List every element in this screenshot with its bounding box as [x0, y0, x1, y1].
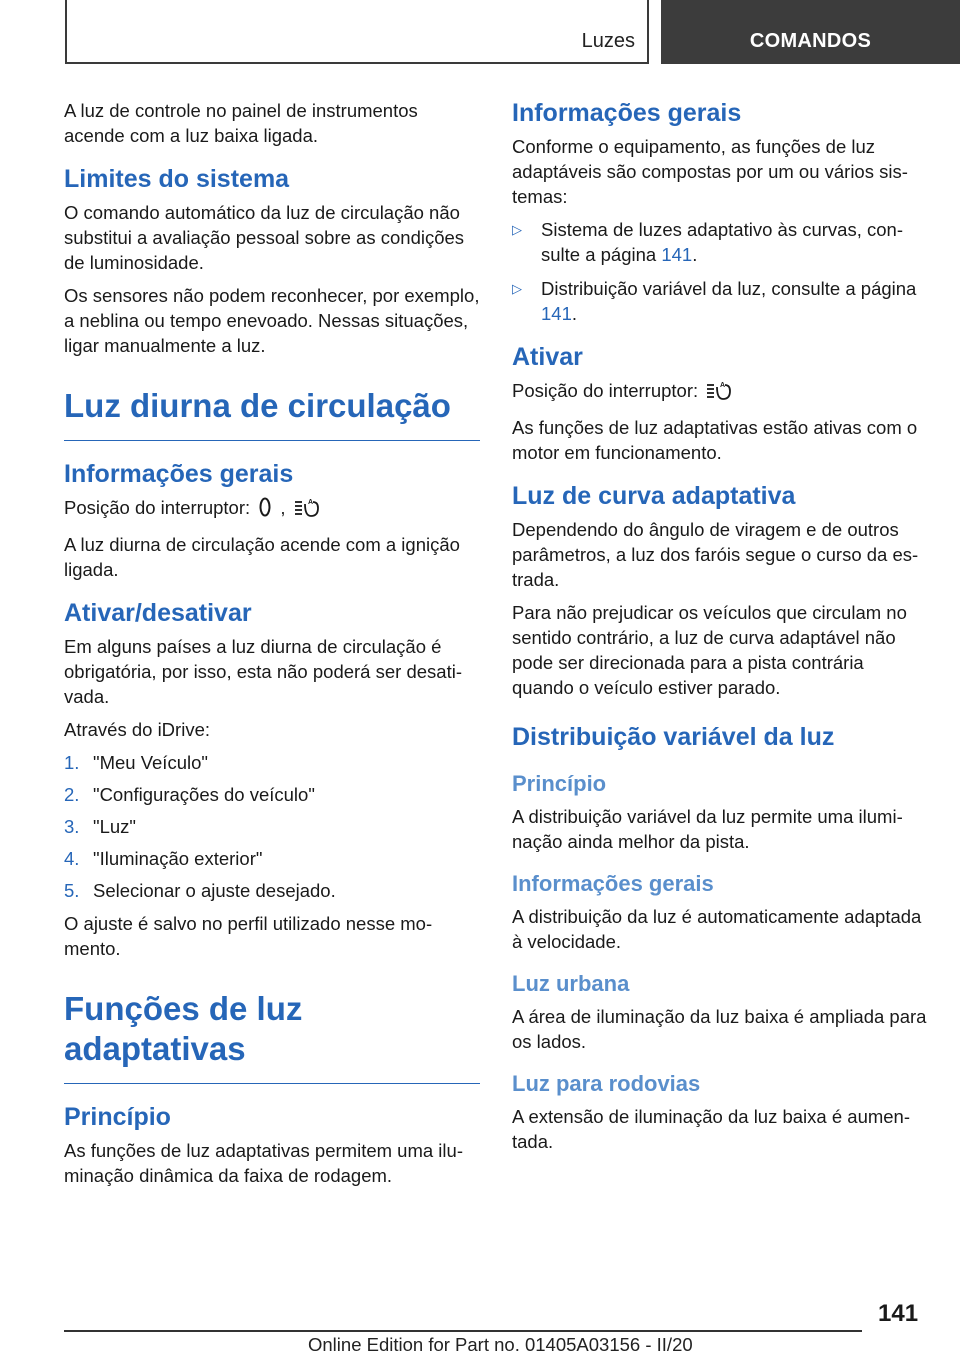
curve-heading: Luz de curva adaptativa	[512, 482, 796, 510]
principle-heading: Princípio	[64, 1103, 171, 1131]
step-number: 3.	[64, 816, 80, 837]
left-column	[64, 98, 480, 1196]
step-text: Selecionar o ajuste desejado.	[93, 880, 336, 901]
adaptive-heading: Funções de luz adaptativas	[64, 989, 480, 1084]
step-number: 1.	[64, 752, 80, 773]
header-chapter-title: COMANDOS	[749, 30, 872, 52]
bullet-end: .	[692, 244, 698, 265]
drl-heading: Luz diurna de circulação	[64, 386, 480, 441]
list-item	[64, 750, 480, 775]
step-number: 4.	[64, 848, 80, 869]
principle-paragraph: As funções de luz adaptativas permitem uma iluminação dinâmica da faixa de rodagem.	[64, 1140, 463, 1186]
svg-text:A: A	[720, 382, 726, 389]
step-text: "Configurações do veículo"	[93, 784, 315, 805]
drl-switch-line	[64, 495, 480, 524]
step-number: 5.	[64, 880, 80, 901]
step-text: "Meu Veículo"	[93, 752, 208, 773]
bullet-text	[541, 276, 928, 326]
right-column	[512, 98, 928, 1162]
triangle-bullet-icon: ▷	[512, 281, 522, 296]
activate-switch-label: Posição do interruptor:	[512, 380, 699, 401]
activate-heading: Ativar	[512, 343, 583, 371]
list-item	[512, 276, 928, 326]
bullet-label: Sistema de luzes adaptativo às curvas, consulte a página	[541, 219, 903, 265]
idrive-label: Através do iDrive:	[64, 719, 210, 740]
right-info-paragraph: Conforme o equipamento, as funções de luz adaptáveis são compostas por um ou vários sistemas:	[512, 136, 908, 207]
limits-heading: Limites do sistema	[64, 165, 290, 193]
highway-paragraph: A extensão de iluminação da luz baixa é aumentada.	[512, 1106, 911, 1152]
idrive-steps-list	[64, 750, 480, 903]
vld-info-paragraph: A distribuição da luz é automaticamente adaptada à velocidade.	[512, 906, 922, 952]
list-item	[64, 878, 480, 903]
list-item	[64, 814, 480, 839]
page-link[interactable]: 141	[661, 244, 693, 265]
drl-switch-label: Posição do interruptor:	[64, 497, 251, 518]
drl-toggle-paragraph: Em alguns países a luz diurna de circulação é obrigatória, por isso, esta não poderá ser desativada.	[64, 636, 462, 707]
bullet-end: .	[571, 303, 578, 324]
vld-heading: Distribuição variável da luz	[512, 723, 835, 751]
footer-edition: Online Edition for Part no. 01405A03156 - II/20	[308, 1334, 693, 1355]
header-chapter-tab	[661, 0, 960, 64]
auto-headlight-icon	[706, 379, 732, 407]
page-link[interactable]: 141	[541, 303, 572, 324]
switch-zero-icon	[258, 496, 272, 524]
bullet-label: Distribuição variável da luz, consulte a página	[541, 278, 917, 299]
footer-divider	[64, 1330, 862, 1332]
drl-info-paragraph: A luz diurna de circulação acende com a ignição ligada.	[64, 534, 460, 580]
svg-text:A: A	[307, 499, 313, 506]
step-text: "Iluminação exterior"	[93, 848, 263, 869]
urban-paragraph: A área de iluminação da luz baixa é ampliada para os lados.	[512, 1006, 927, 1052]
step-number: 2.	[64, 784, 80, 805]
drl-info-heading: Informações gerais	[64, 460, 294, 488]
intro-paragraph: A luz de controle no painel de instrumentos acende com a luz baixa ligada.	[64, 100, 418, 146]
saved-paragraph: O ajuste é salvo no perfil utilizado nesse momento.	[64, 913, 433, 959]
step-text: "Luz"	[93, 816, 136, 837]
list-item	[512, 217, 928, 267]
highway-heading: Luz para rodovias	[512, 1071, 701, 1096]
list-item	[64, 846, 480, 871]
systems-list	[512, 217, 928, 326]
header-section-box	[65, 0, 649, 64]
right-info-heading: Informações gerais	[512, 99, 742, 127]
drl-toggle-heading: Ativar/desativar	[64, 599, 252, 627]
activate-switch-line	[512, 378, 928, 407]
curve-paragraph-1: Dependendo do ângulo de viragem e de outros parâmetros, a luz dos faróis segue o curso da estrada.	[512, 519, 919, 590]
activate-paragraph: As funções de luz adaptativas estão ativas com o motor em funcionamento.	[512, 417, 918, 463]
vld-principle-heading: Princípio	[512, 771, 607, 796]
page-number: 141	[878, 1300, 919, 1327]
vld-principle-paragraph: A distribuição variável da luz permite uma iluminação ainda melhor da pista.	[512, 806, 903, 852]
drl-switch-separator: ,	[280, 497, 286, 518]
limits-paragraph-1: O comando automático da luz de circulação não substitui a avaliação pessoal sobre as condições de luminosidade.	[64, 202, 465, 273]
bullet-text	[541, 217, 928, 267]
limits-paragraph-2: Os sensores não podem reconhecer, por exemplo, a neblina ou tempo enevoado. Nessas situações, ligar manualmente a luz.	[64, 285, 480, 356]
header-section-title: Luzes	[581, 30, 635, 52]
list-item	[64, 782, 480, 807]
vld-info-heading: Informações gerais	[512, 871, 714, 896]
triangle-bullet-icon: ▷	[512, 222, 522, 237]
curve-paragraph-2: Para não prejudicar os veículos que circulam no sentido contrário, a luz de curva adaptável não pode ser direcionada para a pista contrária quando o veículo estiver parado.	[512, 602, 907, 698]
auto-headlight-icon	[294, 496, 320, 524]
urban-heading: Luz urbana	[512, 971, 630, 996]
